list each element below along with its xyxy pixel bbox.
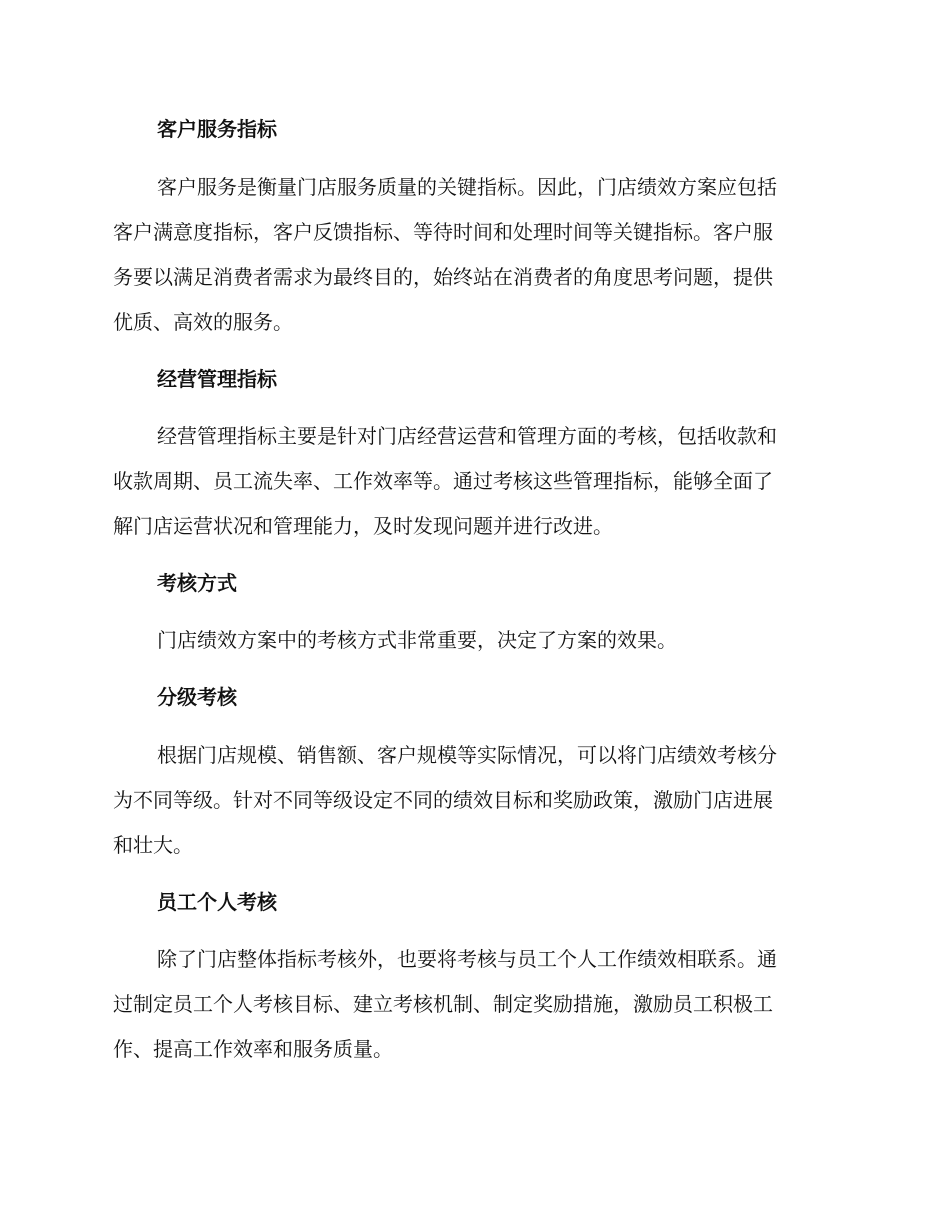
paragraph-line: 收款周期、员工流失率、工作效率等。通过考核这些管理指标，能够全面了 [113, 469, 773, 493]
paragraph-line: 和壮大。 [113, 833, 193, 857]
paragraph-line: 过制定员工个人考核目标、建立考核机制、制定奖励措施，激励员工积极工 [113, 992, 773, 1016]
section-heading-customer-service: 客户服务指标 [157, 117, 277, 141]
paragraph-line: 客户服务是衡量门店服务质量的关键指标。因此，门店绩效方案应包括 [157, 175, 777, 199]
section-heading-tiered-assessment: 分级考核 [157, 685, 237, 709]
paragraph-line: 优质、高效的服务。 [113, 310, 293, 334]
section-heading-assessment-method: 考核方式 [157, 571, 237, 595]
section-paragraph-employee-assessment [113, 937, 838, 1072]
paragraph-line: 客户满意度指标，客户反馈指标、等待时间和处理时间等关键指标。客户服 [113, 220, 773, 244]
paragraph-line: 经营管理指标主要是针对门店经营运营和管理方面的考核，包括收款和 [157, 424, 777, 448]
paragraph-line: 为不同等级。针对不同等级设定不同的绩效目标和奖励政策，激励门店进展 [113, 788, 773, 812]
section-heading-operations-management: 经营管理指标 [157, 367, 277, 391]
paragraph-line: 根据门店规模、销售额、客户规模等实际情况，可以将门店绩效考核分 [157, 743, 777, 767]
paragraph-line: 除了门店整体指标考核外，也要将考核与员工个人工作绩效相联系。通 [157, 947, 777, 971]
paragraph-line: 作、提高工作效率和服务质量。 [113, 1037, 393, 1061]
section-paragraph-operations-management [113, 414, 838, 549]
section-paragraph-assessment-method [113, 618, 838, 663]
section-paragraph-tiered-assessment [113, 733, 838, 868]
paragraph-line: 门店绩效方案中的考核方式非常重要，决定了方案的效果。 [157, 628, 677, 652]
paragraph-line: 务要以满足消费者需求为最终目的，始终站在消费者的角度思考问题，提供 [113, 265, 773, 289]
section-heading-employee-assessment: 员工个人考核 [157, 890, 277, 914]
section-paragraph-customer-service [113, 165, 838, 345]
paragraph-line: 解门店运营状况和管理能力，及时发现问题并进行改进。 [113, 514, 613, 538]
